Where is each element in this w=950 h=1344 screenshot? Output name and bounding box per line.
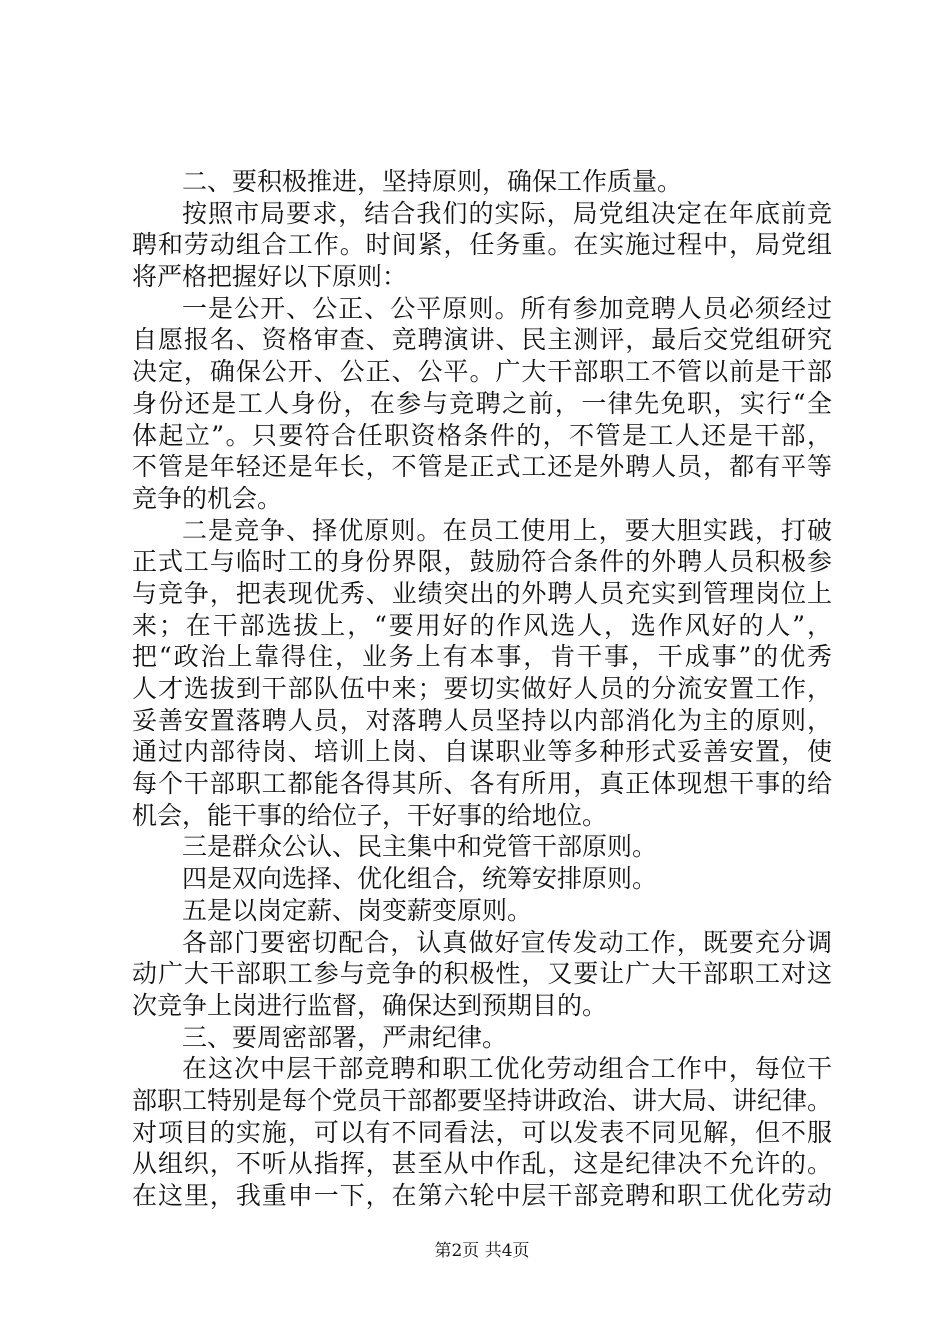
- text-line: 二是竞争、择优原则。在员工使用上，要大胆实践，打破: [182, 515, 832, 545]
- text-line: 正式工与临时工的身份界限，鼓励符合条件的外聘人员积极参: [132, 547, 832, 577]
- text-line: 把“政治上靠得住，业务上有本事，肯干事，干成事”的优秀: [132, 642, 832, 672]
- text-line: 与竞争，把表现优秀、业绩突出的外聘人员充实到管理岗位上: [132, 578, 832, 608]
- text-line: 按照市局要求，结合我们的实际，局党组决定在年底前竞: [182, 198, 832, 228]
- text-line: 聘和劳动组合工作。时间紧，任务重。在实施过程中，局党组: [132, 230, 832, 260]
- text-line: 动广大干部职工参与竞争的积极性，又要让广大干部职工对这: [132, 959, 832, 989]
- text-line: 妥善安置落聘人员，对落聘人员坚持以内部消化为主的原则，: [132, 705, 832, 735]
- text-line: 五是以岗定薪、岗变薪变原则。: [182, 895, 533, 925]
- text-line: 来；在干部选拔上，“要用好的作风选人，选作风好的人”，: [132, 610, 832, 640]
- text-line: 自愿报名、资格审查、竞聘演讲、民主测评，最后交党组研究: [132, 325, 832, 355]
- text-line: 各部门要密切配合，认真做好宣传发动工作，既要充分调: [182, 927, 832, 957]
- text-line: 从组织，不听从指挥，甚至从中作乱，这是纪律决不允许的。: [132, 1149, 832, 1179]
- text-line: 四是双向选择、优化组合，统筹安排原则。: [182, 864, 658, 894]
- text-line: 每个干部职工都能各得其所、各有所用，真正体现想干事的给: [132, 769, 832, 799]
- document-page: [132, 0, 832, 1344]
- text-line: 体起立”。只要符合任职资格条件的，不管是工人还是干部，: [132, 420, 832, 450]
- text-line: 通过内部待岗、培训上岗、自谋职业等多种形式妥善安置，使: [132, 737, 832, 767]
- text-line: 竞争的机会。: [132, 483, 283, 513]
- document-body: [132, 166, 832, 1212]
- text-line: 一是公开、公正、公平原则。所有参加竞聘人员必须经过: [182, 293, 832, 323]
- section-heading-3: 三、要周密部署，严肃纪律。: [182, 1022, 508, 1052]
- page-footer: 第2页 共4页: [434, 1241, 530, 1261]
- text-line: 三是群众公认、民主集中和党管干部原则。: [182, 832, 658, 862]
- text-line: 决定，确保公开、公正、公平。广大干部职工不管以前是干部: [132, 357, 832, 387]
- text-line: 机会，能干事的给位子，干好事的给地位。: [132, 800, 608, 830]
- text-line: 将严格把握好以下原则：: [132, 262, 408, 292]
- text-line: 身份还是工人身份，在参与竞聘之前，一律先免职，实行“全: [132, 388, 832, 418]
- text-line: 部职工特别是每个党员干部都要坚持讲政治、讲大局、讲纪律。: [132, 1085, 833, 1115]
- text-line: 不管是年轻还是年长，不管是正式工还是外聘人员，都有平等: [132, 452, 832, 482]
- text-line: 在这里，我重申一下，在第六轮中层干部竞聘和职工优化劳动: [132, 1181, 832, 1210]
- text-line: 人才选拔到干部队伍中来；要切实做好人员的分流安置工作，: [132, 674, 832, 703]
- text-line: 对项目的实施，可以有不同看法，可以发表不同见解，但不服: [132, 1117, 832, 1147]
- section-heading-2: 二、要积极推进，坚持原则，确保工作质量。: [182, 167, 683, 196]
- text-line: 次竞争上岗进行监督，确保达到预期目的。: [132, 990, 608, 1020]
- text-line: 在这次中层干部竞聘和职工优化劳动组合工作中，每位干: [182, 1054, 832, 1084]
